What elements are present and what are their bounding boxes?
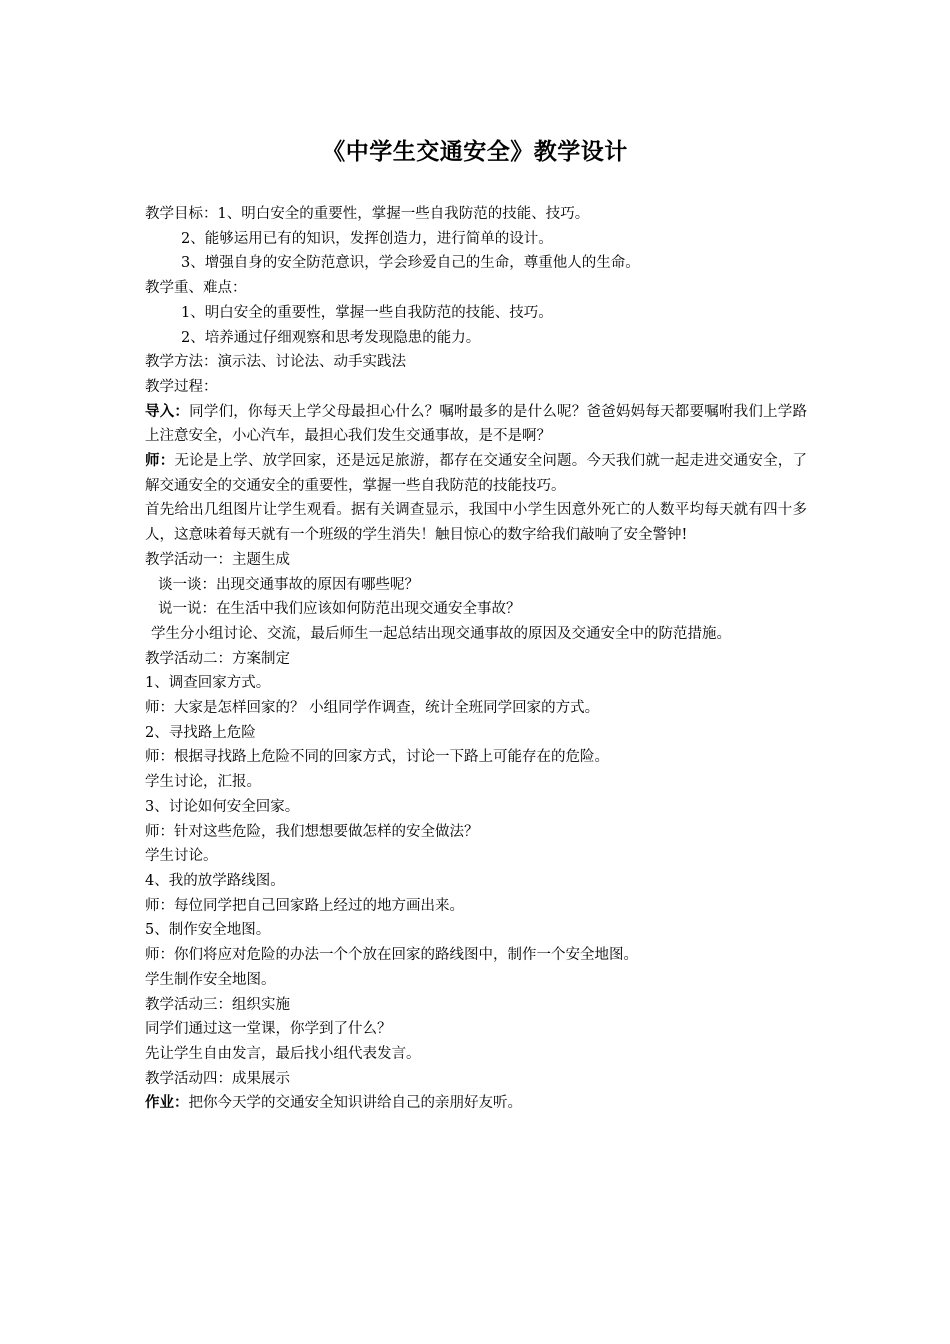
step-5-teacher: 师：你们将应对危险的办法一个个放在回家的路线图中，制作一个安全地图。 [145, 947, 638, 964]
page-title: 《中学生交通安全》教学设计 [322, 139, 628, 165]
activity-2-heading: 教学活动二：方案制定 [145, 650, 290, 667]
objective-item-2: 2、能够运用已有的知识，发挥创造力，进行简单的设计。 [181, 230, 553, 247]
step-5: 5、制作安全地图。 [145, 922, 271, 939]
teacher-lead: 师： [145, 453, 175, 470]
step-1-teacher: 师：大家是怎样回家的？ 小组同学作调查，统计全班同学回家的方式。 [145, 700, 600, 717]
intro-text: 同学们，你每天上学父母最担心什么？嘱咐最多的是什么呢？爸爸妈妈每天都要嘱咐我们上学路上注意安全，小心汽车，最担心我们发生交通事故，是不是啊？ [145, 403, 808, 445]
objective-heading: 教学目标：1、明白安全的重要性，掌握一些自我防范的技能、技巧。 [145, 206, 590, 222]
activity-1-heading: 教学活动一：主题生成 [145, 551, 290, 568]
step-2-teacher: 师：根据寻找路上危险不同的回家方式，讨论一下路上可能存在的危险。 [145, 749, 609, 766]
teacher-text: 无论是上学、放学回家，还是远足旅游，都存在交通安全问题。今天我们就一起走进交通安全，了解交通安全的交通安全的重要性，掌握一些自我防范的技能技巧。 [145, 453, 808, 494]
step-3: 3、讨论如何安全回家。 [145, 798, 300, 815]
activity-1-discussion: 学生分小组讨论、交流，最后师生一起总结出现交通事故的原因及交通安全中的防范措施。 [151, 625, 731, 642]
activity-1-talk: 谈一谈：出现交通事故的原因有哪些呢？ [158, 576, 419, 593]
step-1: 1、调查回家方式。 [145, 675, 271, 692]
key-point-1: 1、明白安全的重要性，掌握一些自我防范的技能、技巧。 [181, 304, 553, 321]
step-2: 2、寻找路上危险 [145, 724, 256, 741]
homework-lead: 作业： [145, 1095, 189, 1112]
activity-4-heading: 教学活动四：成果展示 [145, 1070, 290, 1087]
intro-lead: 导入： [145, 403, 190, 420]
key-point-2: 2、培养通过仔细观察和思考发现隐患的能力。 [181, 329, 481, 346]
step-4: 4、我的放学路线图。 [145, 872, 285, 889]
pictures-paragraph: 首先给出几组图片让学生观看。据有关调查显示，我国中小学生因意外死亡的人数平均每天就有四十多人，这意味着每天就有一个班级的学生消失！触目惊心的数字给我们敲响了安全警钟! [145, 502, 807, 544]
teaching-methods: 教学方法：演示法、讨论法、动手实践法 [145, 354, 406, 371]
activity-3-speech: 先让学生自由发言，最后找小组代表发言。 [145, 1045, 421, 1062]
step-4-teacher: 师：每位同学把自己回家路上经过的地方画出来。 [145, 897, 464, 914]
key-points-heading: 教学重、难点： [145, 280, 247, 297]
activity-3-question: 同学们通过这一堂课，你学到了什么？ [145, 1021, 392, 1038]
homework-text: 把你今天学的交通安全知识讲给自己的亲朋好友听。 [188, 1095, 522, 1112]
document-body [145, 202, 807, 1116]
step-5-students: 学生制作安全地图。 [145, 971, 276, 988]
step-3-students: 学生讨论。 [145, 848, 218, 865]
objective-item-3: 3、增强自身的安全防范意识，学会珍爱自己的生命，尊重他人的生命。 [181, 255, 640, 272]
teacher-paragraph [145, 449, 807, 498]
step-3-teacher: 师：针对这些危险，我们想想要做怎样的安全做法？ [145, 823, 479, 840]
teaching-process-heading: 教学过程： [145, 378, 218, 395]
activity-3-heading: 教学活动三：组织实施 [145, 996, 290, 1013]
intro-paragraph [145, 400, 807, 449]
activity-1-say: 说一说：在生活中我们应该如何防范出现交通安全事故？ [158, 601, 521, 618]
step-2-students: 学生讨论，汇报。 [145, 774, 261, 791]
homework-paragraph [145, 1091, 807, 1116]
